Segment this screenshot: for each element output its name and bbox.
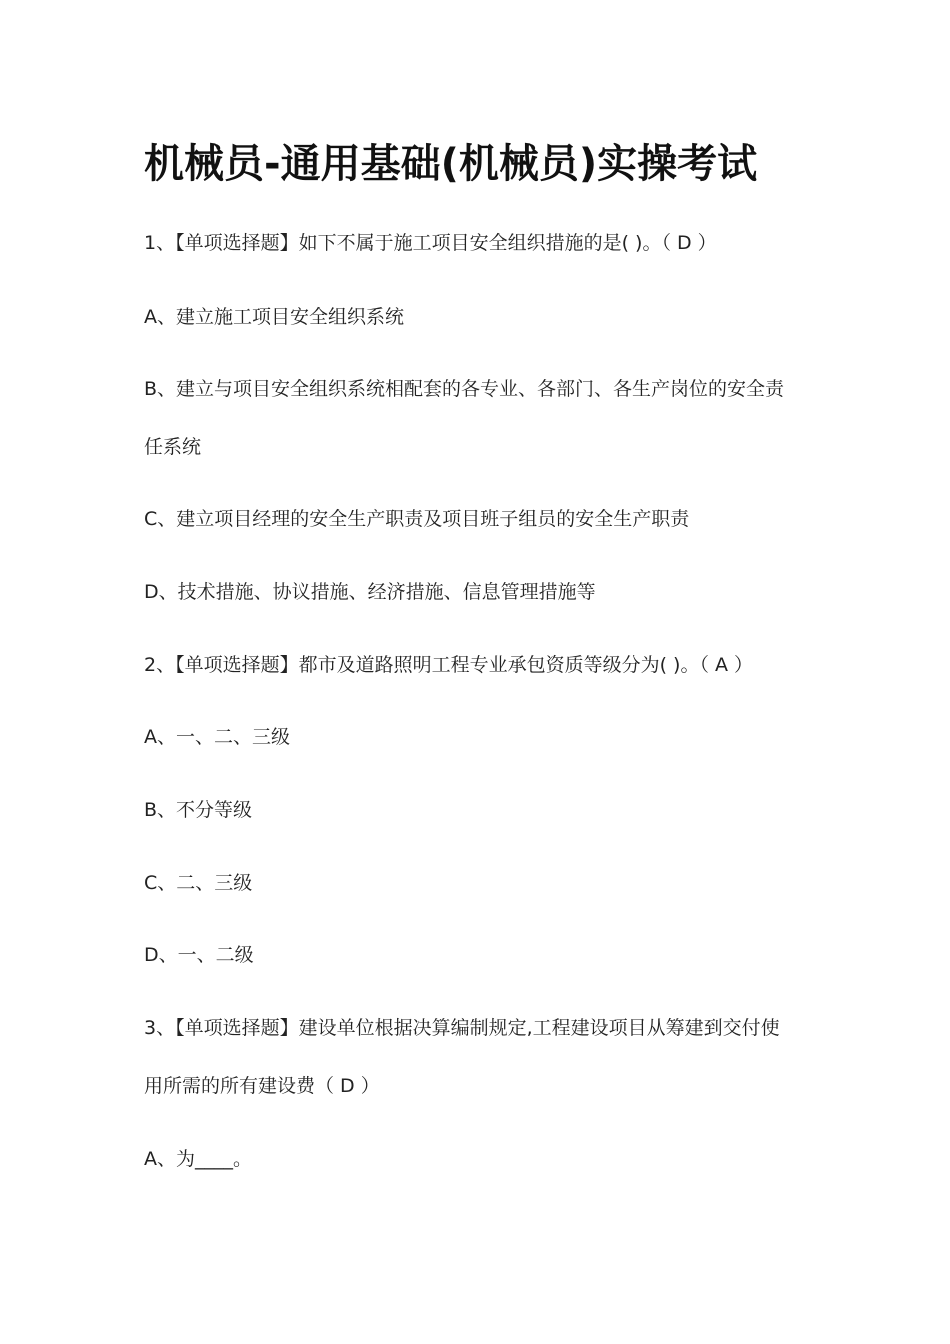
document-title: 机械员-通用基础(机械员)实操考试 bbox=[144, 141, 758, 187]
question-2-option-b: B、不分等级 bbox=[144, 799, 253, 821]
question-3-option-a: A、为____。 bbox=[144, 1148, 252, 1170]
question-1-option-b: B、建立与项目安全组织系统相配套的各专业、各部门、各生产岗位的安全责 bbox=[144, 378, 785, 400]
question-2-option-a: A、一、二、三级 bbox=[144, 726, 290, 748]
question-1-option-c: C、建立项目经理的安全生产职责及项目班子组员的安全生产职责 bbox=[144, 508, 690, 530]
question-1-option-a: A、建立施工项目安全组织系统 bbox=[144, 306, 404, 328]
question-2-stem: 2、【单项选择题】都市及道路照明工程专业承包资质等级分为( )。（ A ） bbox=[144, 654, 754, 676]
question-1-option-d: D、技术措施、协议措施、经济措施、信息管理措施等 bbox=[144, 581, 596, 603]
question-3-stem-continued: 用所需的所有建设费（ D ） bbox=[144, 1075, 380, 1097]
question-1-stem: 1、【单项选择题】如下不属于施工项目安全组织措施的是( )。（ D ） bbox=[144, 232, 717, 254]
question-2-option-c: C、二、三级 bbox=[144, 872, 253, 894]
question-3-stem: 3、【单项选择题】建设单位根据决算编制规定,工程建设项目从筹建到交付使 bbox=[144, 1017, 780, 1039]
question-1-option-b-continued: 任系统 bbox=[144, 436, 202, 458]
question-2-option-d: D、一、二级 bbox=[144, 944, 254, 966]
